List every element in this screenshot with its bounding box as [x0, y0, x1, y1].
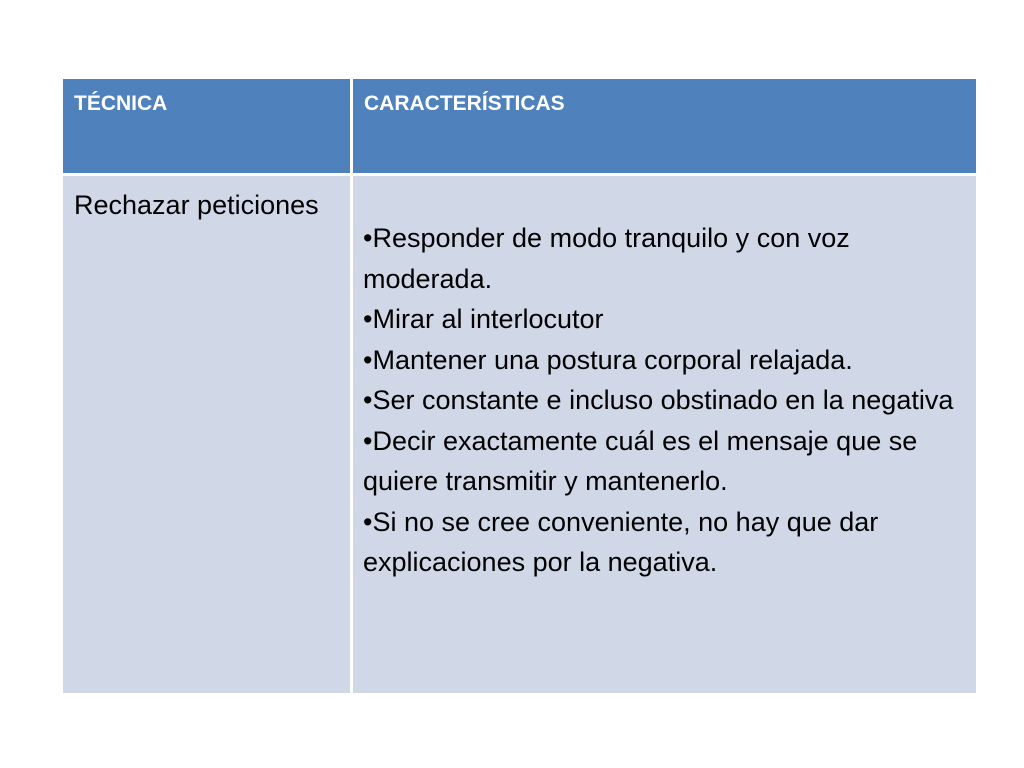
techniques-table — [63, 79, 976, 693]
header-technique: TÉCNICA — [63, 79, 350, 173]
characteristics-list — [353, 176, 976, 583]
characteristic-item: •Ser constante e incluso obstinado en la negativa — [363, 385, 954, 415]
characteristic-item: •Responder de modo tranquilo y con voz moderada. — [363, 223, 850, 294]
characteristic-item: •Decir exactamente cuál es el mensaje que se quiere transmitir y mantenerlo. — [363, 425, 918, 496]
technique-cell — [63, 176, 350, 693]
header-characteristics: CARACTERÍSTICAS — [353, 79, 976, 173]
characteristic-item: •Mirar al interlocutor — [363, 304, 604, 334]
characteristics-cell — [353, 176, 976, 693]
technique-name: Rechazar peticiones — [74, 190, 319, 220]
characteristic-item: •Si no se cree conveniente, no hay que dar explicaciones por la negativa. — [363, 506, 879, 577]
characteristic-item: •Mantener una postura corporal relajada. — [363, 344, 853, 375]
